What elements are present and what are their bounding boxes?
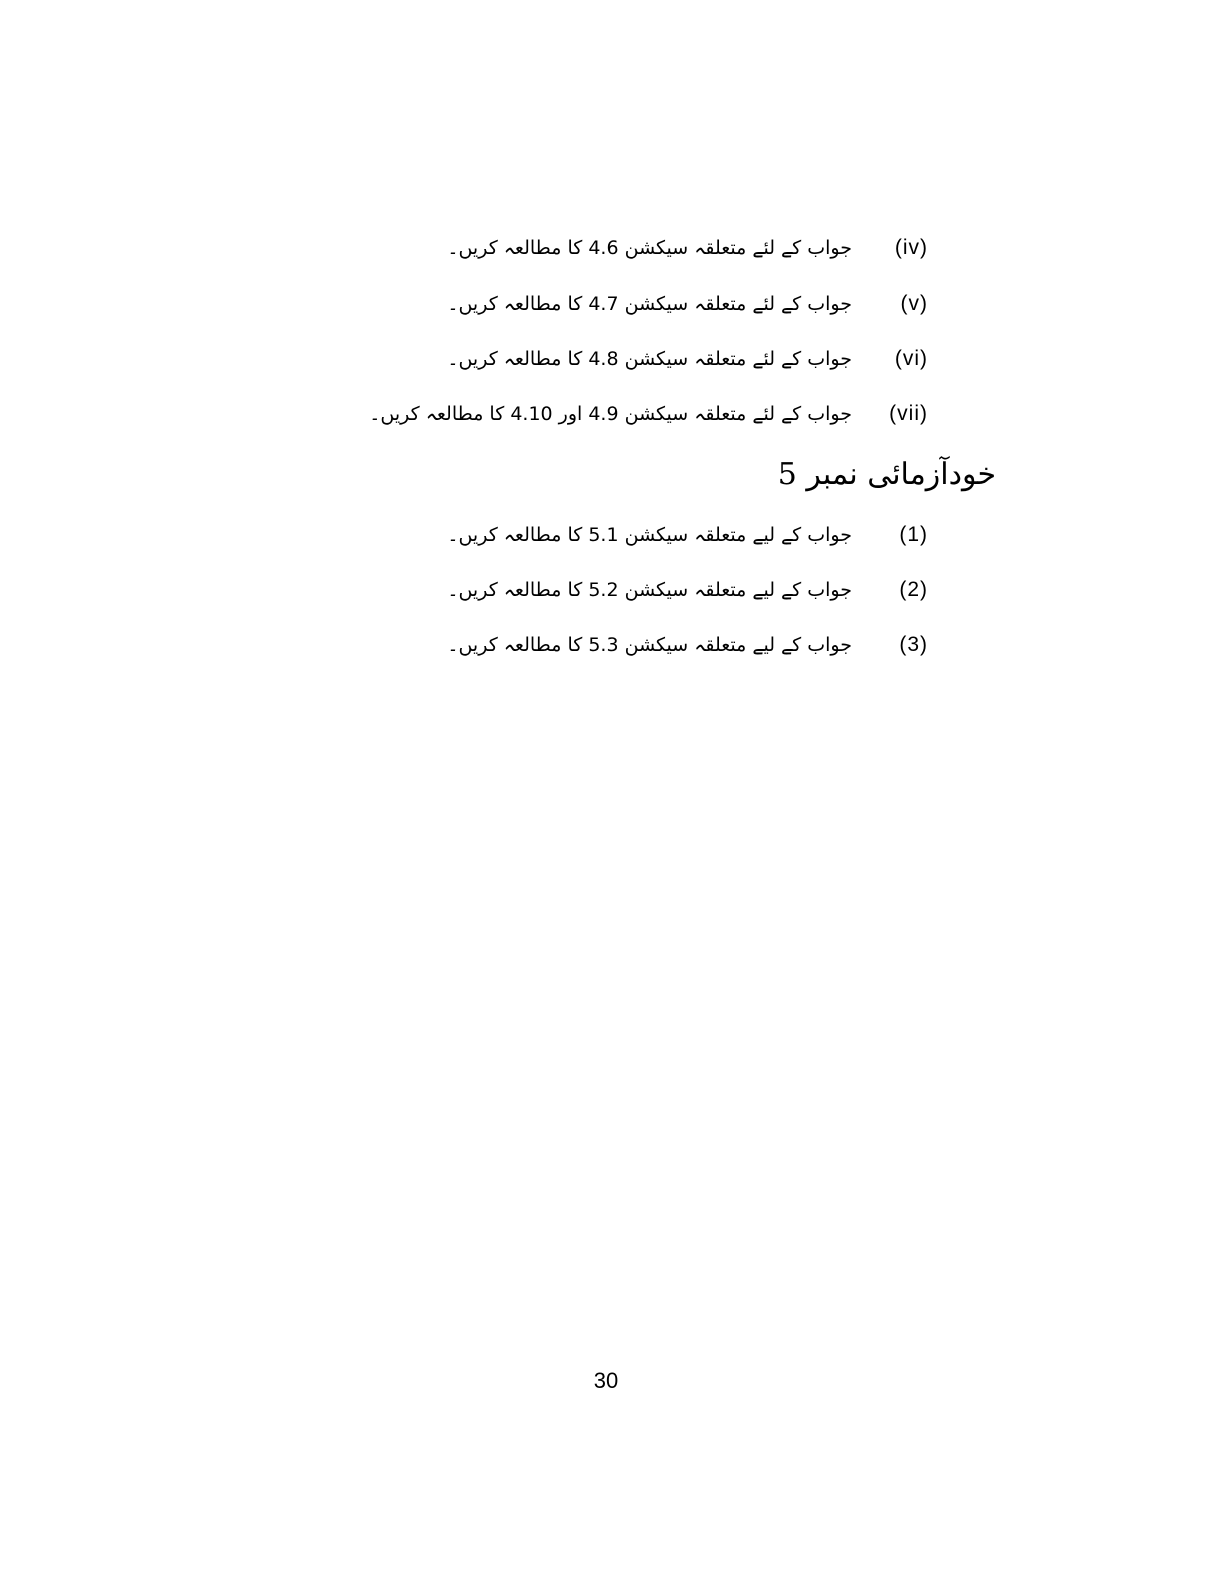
item-marker: (iv)	[894, 236, 928, 259]
answer-item-1	[0, 513, 1224, 557]
item-marker: (2)	[899, 578, 928, 601]
page-number: 30	[593, 1368, 619, 1393]
item-text: جواب کے لئے متعلقہ سیکشن 4.6 کا مطالعہ کریں۔	[447, 237, 852, 259]
answer-item-vii	[0, 392, 1224, 436]
item-marker: (1)	[899, 523, 928, 546]
answer-item-iv	[0, 226, 1224, 270]
answer-item-3	[0, 623, 1224, 667]
answer-item-v	[0, 282, 1224, 326]
item-marker: (vi)	[894, 347, 928, 370]
answer-item-2	[0, 568, 1224, 612]
item-text: جواب کے لیے متعلقہ سیکشن 5.3 کا مطالعہ کریں۔	[447, 634, 852, 656]
item-marker: (vii)	[889, 402, 928, 425]
item-text: جواب کے لیے متعلقہ سیکشن 5.2 کا مطالعہ کریں۔	[447, 579, 852, 601]
answer-item-vi	[0, 337, 1224, 381]
item-text: جواب کے لئے متعلقہ سیکشن 4.7 کا مطالعہ کریں۔	[447, 293, 852, 315]
item-text: جواب کے لیے متعلقہ سیکشن 5.1 کا مطالعہ کریں۔	[447, 524, 852, 546]
item-text: جواب کے لئے متعلقہ سیکشن 4.9 اور 4.10 کا مطالعہ کریں۔	[369, 403, 852, 425]
item-marker: (v)	[900, 292, 928, 315]
item-marker: (3)	[899, 633, 928, 656]
section-title: خودآزمائی نمبر 5	[777, 457, 996, 492]
item-text: جواب کے لئے متعلقہ سیکشن 4.8 کا مطالعہ کریں۔	[447, 348, 852, 370]
